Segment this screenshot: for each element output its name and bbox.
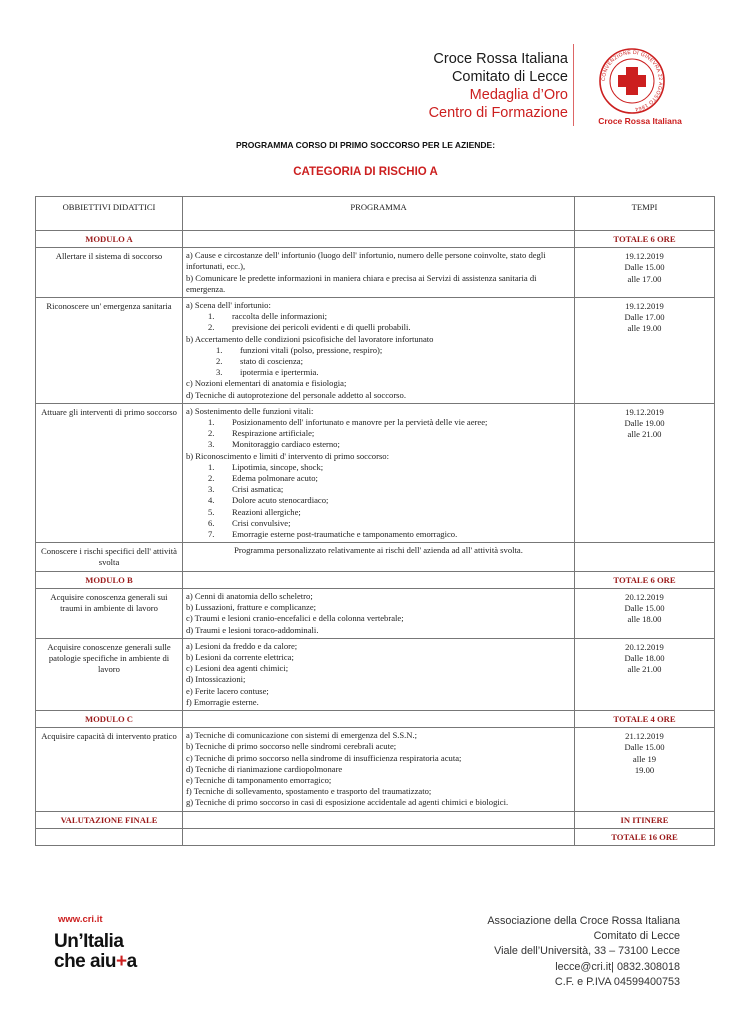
committee-name: Comitato di Lecce — [451, 69, 568, 85]
final-evaluation-row — [36, 811, 715, 828]
module-spacer — [183, 811, 575, 828]
slogan-logo: Un’Italia che aiu+a — [54, 931, 137, 972]
times-cell: 20.12.2019 Dalle 18.00 alle 21.00 — [575, 638, 715, 710]
objective-cell: Acquisire conoscenze generali sulle patologie specifiche in ambiente di lavoro — [36, 638, 183, 710]
risk-category-title: CATEGORIA DI RISCHIO A — [293, 166, 438, 178]
col-header-objectives: OBBIETTIVI DIDATTICI — [36, 197, 183, 231]
module-spacer — [183, 828, 575, 845]
final-evaluation-label: VALUTAZIONE FINALE — [36, 811, 183, 828]
training-center: Centro di Formazione — [428, 105, 568, 121]
table-row — [36, 543, 715, 571]
org-name: Croce Rossa Italiana — [433, 51, 568, 67]
module-label: MODULO B — [36, 571, 183, 588]
logo-caption: Croce Rossa Italiana — [598, 116, 682, 126]
times-cell — [575, 543, 715, 571]
module-spacer — [183, 710, 575, 727]
program-cell: a) Cenni di anatomia dello scheletro; b) Lussazioni, fratture e complicanze; c) Traumi e lesioni cranio-encefalici e della colonna vertebrale; d) Traumi e lesioni toraco-addominali. — [183, 588, 575, 638]
table-row — [36, 248, 715, 298]
red-cross-logo — [598, 47, 666, 115]
module-label: MODULO A — [36, 231, 183, 248]
module-spacer — [36, 828, 183, 845]
table-row — [36, 403, 715, 542]
times-cell: 19.12.2019 Dalle 15.00 alle 17.00 — [575, 248, 715, 298]
col-header-times: TEMPI — [575, 197, 715, 231]
module-total: TOTALE 6 ORE — [575, 571, 715, 588]
program-cell: a) Tecniche di comunicazione con sistemi di emergenza del S.S.N.; b) Tecniche di primo soccorso nelle sindromi cerebrali acute; c) Tecniche di primo soccorso nella sindrome di insufficienza respiratoria acuta; d) Tecniche di rianimazione cardiopolmonare e) Tecniche di tamponamento emorragico; f) Tecniche di sollevamento, spostamento e trasporto del traumatizzato; g) Tecniche di primo soccorso in casi di esposizione accidentale ad agenti chimici e biologici. — [183, 728, 575, 811]
program-cell: a) Lesioni da freddo e da calore; b) Lesioni da corrente elettrica; c) Lesioni dea agenti chimici; d) Intossicazioni; e) Ferite lacero contuse; f) Emorragie esterne. — [183, 638, 575, 710]
program-cell: Programma personalizzato relativamente ai rischi dell' azienda ad all' attività svolta. — [183, 543, 575, 571]
objective-cell: Allertare il sistema di soccorso — [36, 248, 183, 298]
objective-cell: Acquisire conoscenza generali sui traumi in ambiente di lavoro — [36, 588, 183, 638]
medal-text: Medaglia d’Oro — [469, 87, 568, 103]
module-c-row — [36, 710, 715, 727]
program-title: PROGRAMMA CORSO DI PRIMO SOCCORSO PER LE AZIENDE: — [235, 140, 496, 150]
table-row — [36, 728, 715, 811]
logo-ring-text: CONVENZIONE DI GINEVRA 22 AGOSTO 1864 — [600, 49, 664, 112]
grand-total: TOTALE 16 ORE — [575, 828, 715, 845]
header-divider — [573, 44, 574, 126]
times-cell: 21.12.2019 Dalle 15.00 alle 19 19.00 — [575, 728, 715, 811]
module-total: TOTALE 6 ORE — [575, 231, 715, 248]
col-header-program: PROGRAMMA — [183, 197, 575, 231]
table-row — [36, 298, 715, 404]
address-block: Associazione della Croce Rossa Italiana Comitato di Lecce Viale dell’Università, 33 – 73100 Lecce lecce@cri.it| 0832.308018 C.F. e P.IVA 04599400753 — [487, 915, 680, 988]
module-total: TOTALE 4 ORE — [575, 710, 715, 727]
program-cell: a) Sostenimento delle funzioni vitali: 1. Posizionamento dell' infortunato e manovre per la pervietà delle vie aeree; 2. Respirazione artificiale; 3. Monitoraggio cardiaco esterno; b) Riconoscimento e limiti d' intervento di primo soccorso: 1. Lipotimia, sincope, shock; 2. Edema polmonare acuto; 3. Crisi asmatica; 4. Dolore acuto stenocardiaco; 5. Reazioni allergiche; 6. Crisi convulsive; 7. Emorragie esterne post-traumatiche e tamponamento emorragico. — [183, 403, 575, 542]
times-cell: 19.12.2019 Dalle 17.00 alle 19.00 — [575, 298, 715, 404]
objective-cell: Conoscere i rischi specifici dell' attività svolta — [36, 543, 183, 571]
table-row — [36, 588, 715, 638]
times-cell: 20.12.2019 Dalle 15.00 alle 18.00 — [575, 588, 715, 638]
module-label: MODULO C — [36, 710, 183, 727]
objective-cell: Acquisire capacità di intervento pratico — [36, 728, 183, 811]
module-spacer — [183, 231, 575, 248]
program-table — [35, 196, 715, 846]
module-b-row — [36, 571, 715, 588]
objective-cell: Attuare gli interventi di primo soccorso — [36, 403, 183, 542]
website-link[interactable]: www.cri.it — [58, 914, 103, 925]
table-header-row — [36, 197, 715, 231]
module-a-row — [36, 231, 715, 248]
table-row — [36, 638, 715, 710]
module-spacer — [183, 571, 575, 588]
org-header — [356, 50, 568, 122]
times-cell: 19.12.2019 Dalle 19.00 alle 21.00 — [575, 403, 715, 542]
final-evaluation-time: IN ITINERE — [575, 811, 715, 828]
program-cell: a) Scena dell' infortunio: 1. raccolta delle informazioni; 2. previsione dei pericoli evidenti e di quelli probabili. b) Accertamento delle condizioni psicofisiche del lavoratore infortunato 1. funzioni vitali (polso, pressione, respiro); 2. stato di coscienza; 3. ipotermia e ipertermia. c) Nozioni elementari di anatomia e fisiologia; d) Tecniche di autoprotezione del personale addetto al soccorso. — [183, 298, 575, 404]
program-cell: a) Cause e circostanze dell' infortunio (luogo dell' infortunio, numero delle persone coinvolte, stato degli infortunati, ecc.), b) Comunicare le predette informazioni in maniera chiara e precisa ai Servizi di assistenza sanitaria di emergenza. — [183, 248, 575, 298]
grand-total-row — [36, 828, 715, 845]
objective-cell: Riconoscere un' emergenza sanitaria — [36, 298, 183, 404]
